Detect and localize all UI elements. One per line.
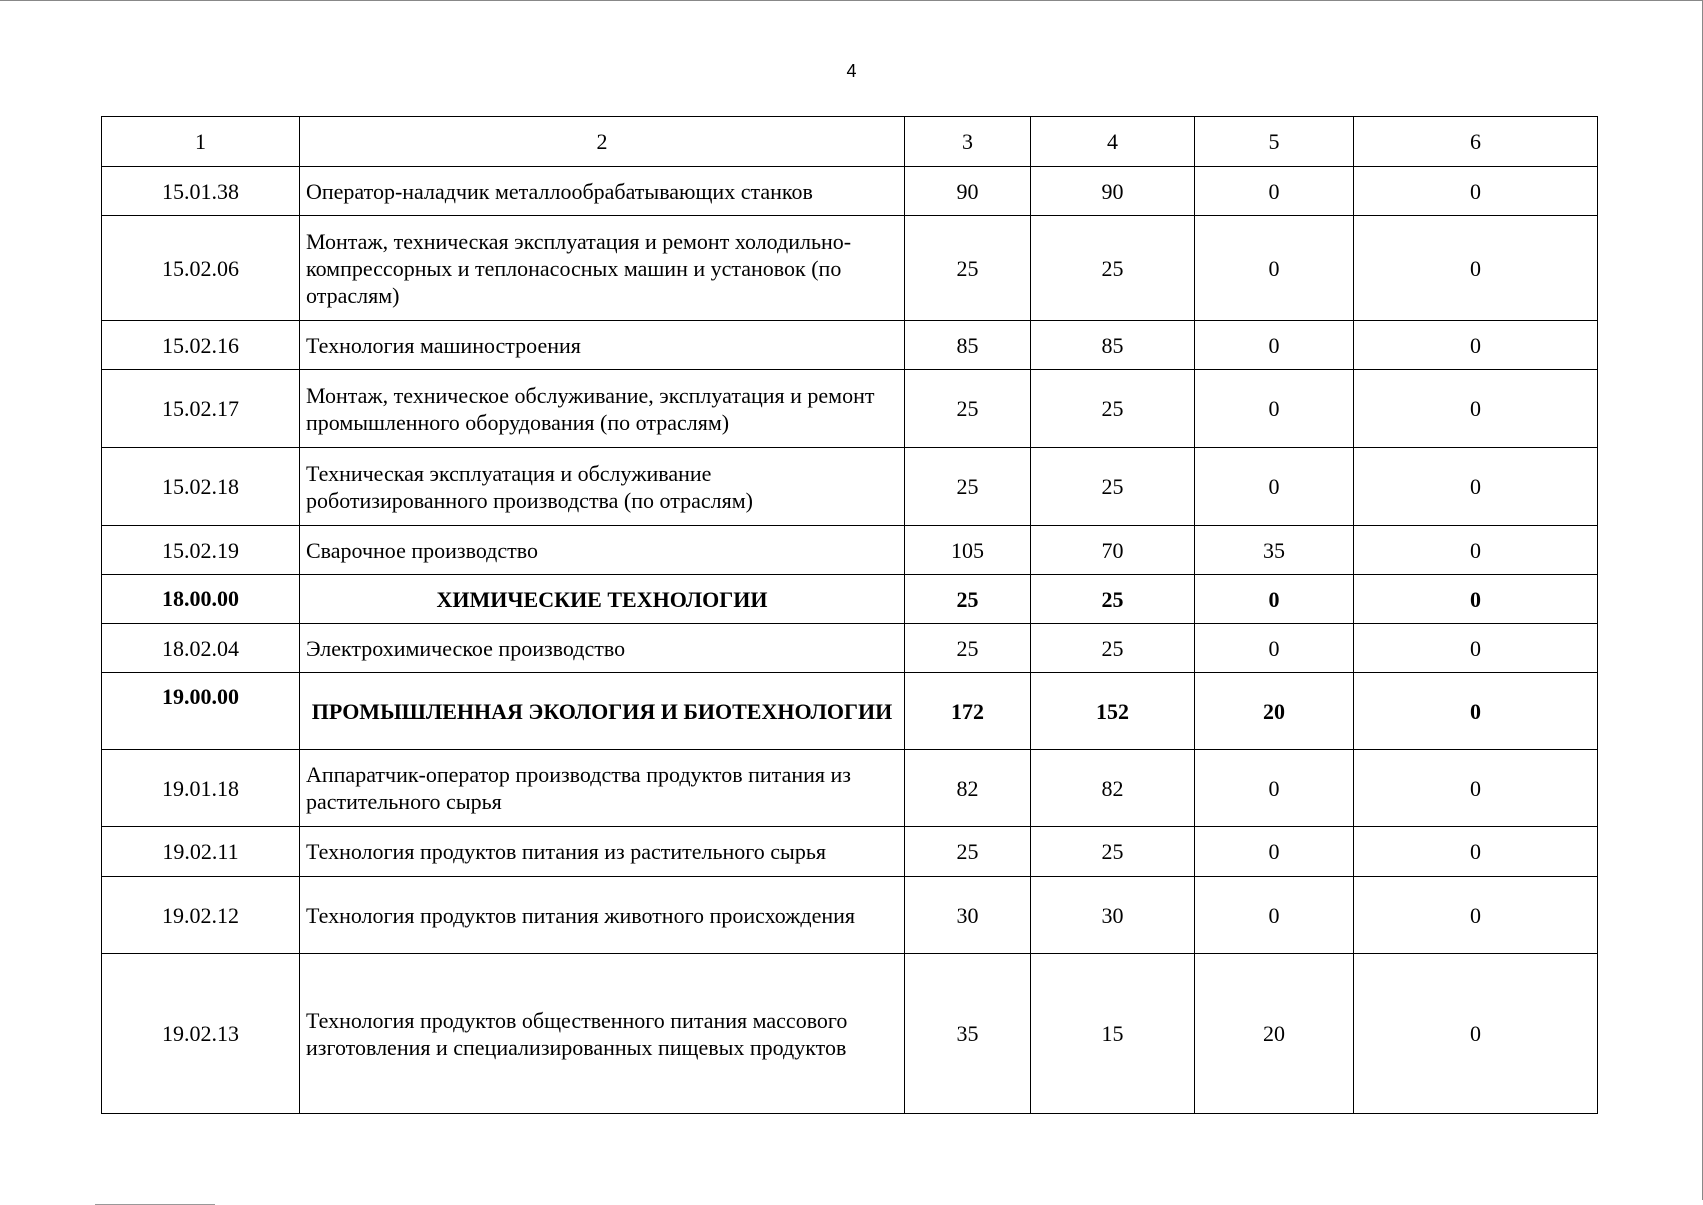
specialty-name-cell: Электрохимическое производство bbox=[300, 624, 905, 673]
col3-value-cell: 25 bbox=[905, 216, 1031, 321]
table-row bbox=[102, 216, 1598, 321]
specialty-code-cell: 15.02.19 bbox=[102, 526, 300, 575]
table-row bbox=[102, 321, 1598, 370]
col6-value-cell: 0 bbox=[1354, 216, 1598, 321]
specialty-name-cell: Оператор-наладчик металлообрабатывающих станков bbox=[300, 167, 905, 216]
col3-value-cell: 25 bbox=[905, 370, 1031, 448]
specialty-code-cell: 19.02.12 bbox=[102, 877, 300, 954]
col3-value-cell: 90 bbox=[905, 167, 1031, 216]
col3-value-cell: 35 bbox=[905, 954, 1031, 1114]
header-cell: 2 bbox=[300, 117, 905, 167]
specialty-name-cell: Аппаратчик-оператор производства продуктов питания из растительного сырья bbox=[300, 750, 905, 827]
col3-value-cell: 82 bbox=[905, 750, 1031, 827]
table-row bbox=[102, 448, 1598, 526]
specialty-code-cell: 18.02.04 bbox=[102, 624, 300, 673]
col4-value-cell: 85 bbox=[1031, 321, 1195, 370]
specialty-name-cell: Технология продуктов питания животного происхождения bbox=[300, 877, 905, 954]
col6-value-cell: 0 bbox=[1354, 827, 1598, 877]
specialty-code-cell: 15.02.06 bbox=[102, 216, 300, 321]
header-cell: 3 bbox=[905, 117, 1031, 167]
col3-value-cell: 25 bbox=[905, 827, 1031, 877]
col5-value-cell: 20 bbox=[1195, 673, 1354, 750]
specialty-code-cell: 15.02.16 bbox=[102, 321, 300, 370]
col4-value-cell: 25 bbox=[1031, 575, 1195, 624]
col5-value-cell: 20 bbox=[1195, 954, 1354, 1114]
col5-value-cell: 0 bbox=[1195, 370, 1354, 448]
specialty-name-cell: Сварочное производство bbox=[300, 526, 905, 575]
col3-value-cell: 25 bbox=[905, 448, 1031, 526]
col4-value-cell: 152 bbox=[1031, 673, 1195, 750]
col4-value-cell: 25 bbox=[1031, 216, 1195, 321]
specialty-code-cell: 15.02.17 bbox=[102, 370, 300, 448]
col5-value-cell: 0 bbox=[1195, 877, 1354, 954]
col6-value-cell: 0 bbox=[1354, 448, 1598, 526]
col3-value-cell: 105 bbox=[905, 526, 1031, 575]
col4-value-cell: 30 bbox=[1031, 877, 1195, 954]
col3-value-cell: 25 bbox=[905, 624, 1031, 673]
table-row bbox=[102, 167, 1598, 216]
col6-value-cell: 0 bbox=[1354, 321, 1598, 370]
header-cell: 1 bbox=[102, 117, 300, 167]
col6-value-cell: 0 bbox=[1354, 673, 1598, 750]
col5-value-cell: 0 bbox=[1195, 216, 1354, 321]
col6-value-cell: 0 bbox=[1354, 877, 1598, 954]
col4-value-cell: 90 bbox=[1031, 167, 1195, 216]
specialty-code-cell: 18.00.00 bbox=[102, 575, 300, 624]
col5-value-cell: 35 bbox=[1195, 526, 1354, 575]
specialty-name-cell: Техническая эксплуатация и обслуживание роботизированного производства (по отраслям) bbox=[300, 448, 905, 526]
specialty-name-cell: Технология машиностроения bbox=[300, 321, 905, 370]
specialty-code-cell: 19.00.00 bbox=[102, 673, 300, 750]
col4-value-cell: 15 bbox=[1031, 954, 1195, 1114]
table-row bbox=[102, 370, 1598, 448]
table-row bbox=[102, 877, 1598, 954]
header-row bbox=[102, 117, 1598, 167]
col5-value-cell: 0 bbox=[1195, 750, 1354, 827]
col4-value-cell: 25 bbox=[1031, 448, 1195, 526]
table-row bbox=[102, 827, 1598, 877]
specialty-name-cell: ПРОМЫШЛЕННАЯ ЭКОЛОГИЯ И БИОТЕХНОЛОГИИ bbox=[300, 673, 905, 750]
col6-value-cell: 0 bbox=[1354, 624, 1598, 673]
header-cell: 4 bbox=[1031, 117, 1195, 167]
specialty-name-cell: Монтаж, техническое обслуживание, эксплуатация и ремонт промышленного оборудования (по отраслям) bbox=[300, 370, 905, 448]
table-row bbox=[102, 624, 1598, 673]
header-cell: 5 bbox=[1195, 117, 1354, 167]
specialty-name-cell: Технология продуктов общественного питания массового изготовления и специализированных пищевых продуктов bbox=[300, 954, 905, 1114]
specialty-name-cell: Монтаж, техническая эксплуатация и ремонт холодильно-компрессорных и теплонасосных машин и установок (по отраслям) bbox=[300, 216, 905, 321]
specialty-code-cell: 19.01.18 bbox=[102, 750, 300, 827]
specialty-name-cell: ХИМИЧЕСКИЕ ТЕХНОЛОГИИ bbox=[300, 575, 905, 624]
specialty-name-cell: Технология продуктов питания из растительного сырья bbox=[300, 827, 905, 877]
header-cell: 6 bbox=[1354, 117, 1598, 167]
table-row bbox=[102, 526, 1598, 575]
section-row bbox=[102, 673, 1598, 750]
col6-value-cell: 0 bbox=[1354, 167, 1598, 216]
col4-value-cell: 70 bbox=[1031, 526, 1195, 575]
col5-value-cell: 0 bbox=[1195, 167, 1354, 216]
specialty-code-cell: 15.02.18 bbox=[102, 448, 300, 526]
table-row bbox=[102, 750, 1598, 827]
page-number: 4 bbox=[846, 61, 857, 81]
col6-value-cell: 0 bbox=[1354, 370, 1598, 448]
col4-value-cell: 82 bbox=[1031, 750, 1195, 827]
col5-value-cell: 0 bbox=[1195, 321, 1354, 370]
col6-value-cell: 0 bbox=[1354, 954, 1598, 1114]
col3-value-cell: 172 bbox=[905, 673, 1031, 750]
col6-value-cell: 0 bbox=[1354, 750, 1598, 827]
col6-value-cell: 0 bbox=[1354, 575, 1598, 624]
col4-value-cell: 25 bbox=[1031, 827, 1195, 877]
table-row bbox=[102, 954, 1598, 1114]
col5-value-cell: 0 bbox=[1195, 448, 1354, 526]
col5-value-cell: 0 bbox=[1195, 827, 1354, 877]
quota-table bbox=[101, 116, 1598, 1114]
specialty-code-cell: 19.02.11 bbox=[102, 827, 300, 877]
col5-value-cell: 0 bbox=[1195, 575, 1354, 624]
col3-value-cell: 85 bbox=[905, 321, 1031, 370]
section-row bbox=[102, 575, 1598, 624]
specialty-code-cell: 19.02.13 bbox=[102, 954, 300, 1114]
col5-value-cell: 0 bbox=[1195, 624, 1354, 673]
col6-value-cell: 0 bbox=[1354, 526, 1598, 575]
specialty-code-cell: 15.01.38 bbox=[102, 167, 300, 216]
col4-value-cell: 25 bbox=[1031, 624, 1195, 673]
col4-value-cell: 25 bbox=[1031, 370, 1195, 448]
col3-value-cell: 25 bbox=[905, 575, 1031, 624]
col3-value-cell: 30 bbox=[905, 877, 1031, 954]
